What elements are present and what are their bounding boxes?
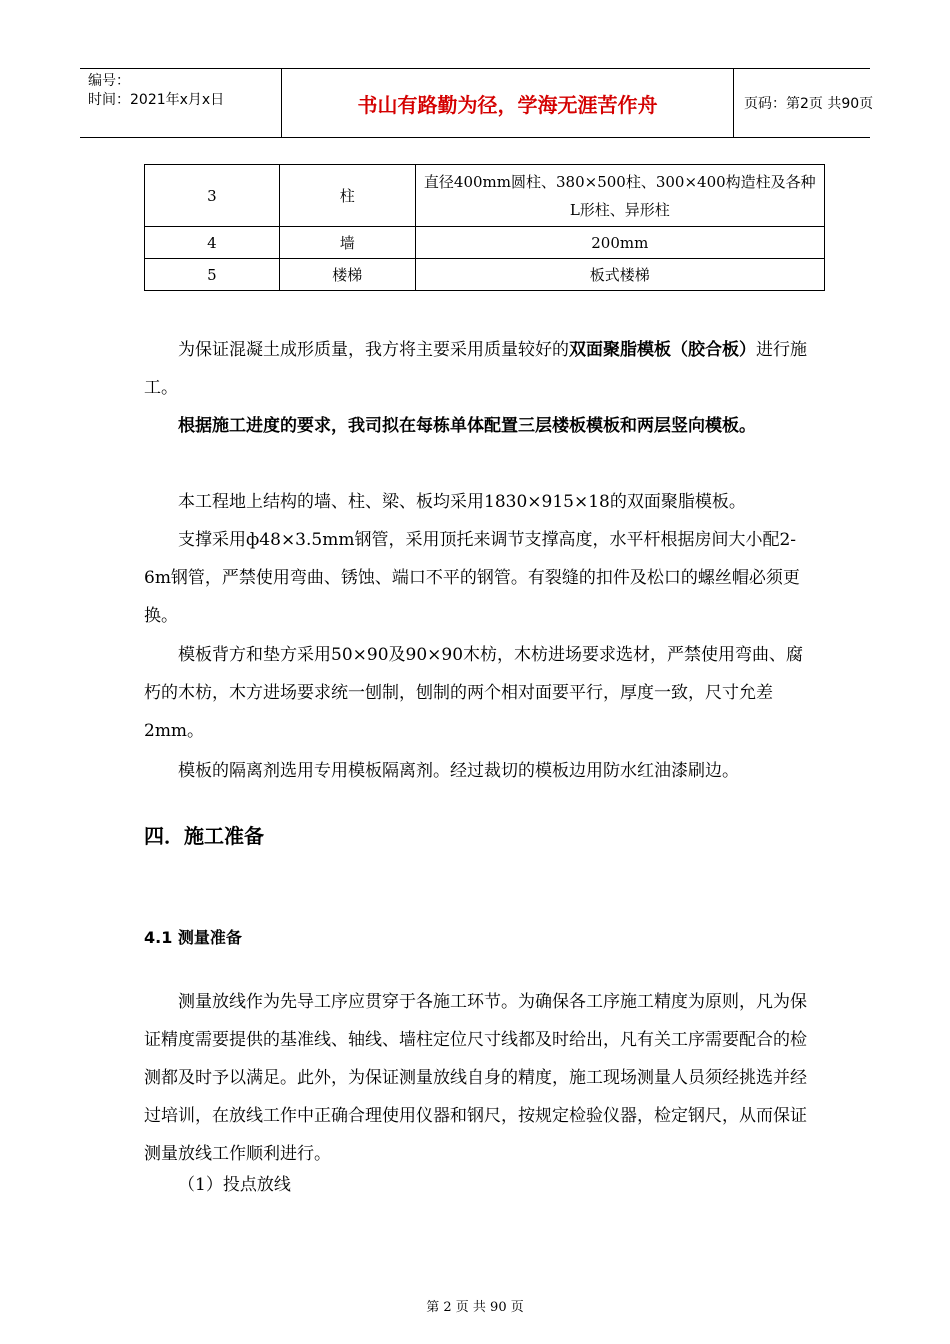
page-header (80, 68, 874, 138)
paragraph-text: 为保证混凝土成形质量，我方将主要采用质量较好的 (178, 340, 569, 360)
document-number-label: 编号： (88, 73, 130, 89)
row-item: 墙 (279, 227, 415, 259)
paragraph-list-item: （1）投点放线 (178, 1175, 291, 1195)
row-detail: 板式楼梯 (415, 259, 824, 291)
emphasis-text: 双面聚脂模板（胶合板） (569, 340, 756, 360)
structure-table (144, 164, 825, 291)
section-title: 四．施工准备 (144, 824, 264, 848)
paragraph-timber: 模板背方和垫方采用50×90及90×90木枋，木枋进场要求选材，严禁使用弯曲、腐朽的木枋，木方进场要求统一刨制，刨制的两个相对面要平行，厚度一致，尺寸允差2mm。 (144, 645, 804, 741)
row-detail: 200mm (415, 227, 824, 259)
subsection-title: 4.1 测量准备 (144, 928, 242, 947)
paragraph-release-agent: 模板的隔离剂选用专用模板隔离剂。经过裁切的模板边用防水红油漆刷边。 (178, 761, 739, 781)
paragraph-formwork-spec: 本工程地上结构的墙、柱、梁、板均采用1830×915×18的双面聚脂模板。 (178, 492, 746, 512)
row-number: 3 (145, 165, 280, 227)
table-row (145, 259, 825, 291)
row-item: 楼梯 (279, 259, 415, 291)
paragraph-survey: 测量放线作为先导工序应贯穿于各施工环节。为确保各工序施工精度为原则，凡为保证精度需要提供的基准线、轴线、墙柱定位尺寸线都及时给出，凡有关工序需要配合的检测都及时予以满足。此外，为保证测量放线自身的精度，施工现场测量人员须经挑选并经过培训，在放线工作中正确合理使用仪器和钢尺，按规定检验仪器，检定钢尺，从而保证测量放线工作顺利进行。 (144, 992, 807, 1164)
header-motto: 书山有路勤为径，学海无涯苦作舟 (282, 69, 734, 137)
row-detail: 直径400mm圆柱、380×500柱、300×400构造柱及各种L形柱、异形柱 (415, 165, 824, 227)
page-footer: 第 2 页 共 90 页 (426, 1300, 524, 1315)
header-page-info: 页码：第2页 共90页 (744, 96, 874, 112)
paragraph-formwork-material (144, 331, 808, 407)
table-row (145, 165, 825, 227)
paragraph-formwork-config: 根据施工进度的要求，我司拟在每栋单体配置三层楼板模板和两层竖向模板。 (178, 416, 756, 436)
header-meta (80, 69, 282, 137)
row-number: 5 (145, 259, 280, 291)
paragraph-support: 支撑采用ф48×3.5mm钢管，采用顶托来调节支撑高度，水平杆根据房间大小配2-6m钢管，严禁使用弯曲、锈蚀、端口不平的钢管。有裂缝的扣件及松口的螺丝帽必须更换。 (144, 530, 800, 626)
document-time: 时间：2021年x月x日 (88, 92, 225, 108)
table-row (145, 227, 825, 259)
row-number: 4 (145, 227, 280, 259)
paragraph-text: 进行施工。 (144, 340, 807, 398)
row-item: 柱 (279, 165, 415, 227)
